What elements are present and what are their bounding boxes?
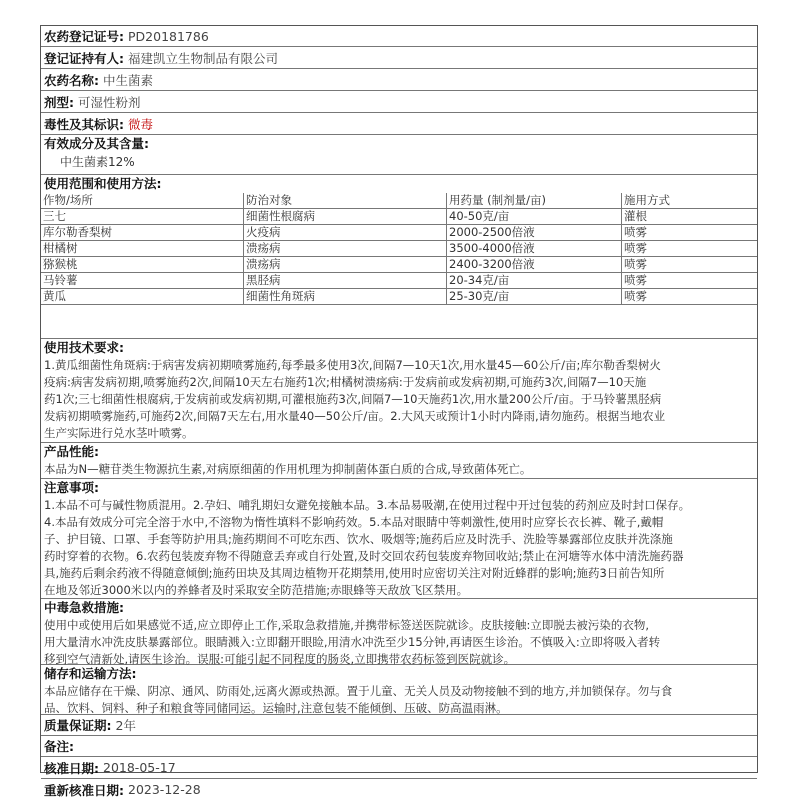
firstaid-line: 移到空气清新处,请医生诊治。误服:可能引起不同程度的肠炎,立即携带农药标签到医院就诊。 (44, 652, 516, 666)
name-label: 农药名称: (44, 72, 99, 88)
table-row (41, 241, 757, 257)
table-row (41, 257, 757, 273)
name-value: 中生菌素 (103, 72, 154, 88)
tech-line: 发病初期喷雾施药,可施药2次,间隔7天左右,用水量40—50公斤/亩。2.大风天或预计1小时内降雨,请勿施药。根据当地农业 (44, 409, 666, 423)
ingredient-value: 中生菌素12% (60, 155, 135, 169)
table-row (41, 289, 757, 305)
holder-label: 登记证持有人: (44, 50, 124, 66)
ingredient-row (41, 135, 757, 175)
remarks-row (41, 736, 757, 757)
header-method: 施用方式 (622, 193, 758, 209)
cell-method: 灌根 (622, 209, 758, 225)
approval-date-value: 2018-05-17 (103, 760, 176, 775)
notes-line: 具,施药后剩余药液不得随意倾倒;施药田块及其周边植物开花期禁用,使用时应密切关注对附近蜂群的影响;施药3日前告知所 (44, 566, 665, 580)
toxicity-row (41, 113, 757, 135)
ingredient-label: 有效成分及其含量: (44, 136, 149, 151)
storage-label: 储存和运输方法: (44, 666, 137, 681)
tech-section (41, 339, 757, 443)
firstaid-section (41, 599, 757, 665)
formulation-value: 可湿性粉剂 (78, 94, 141, 110)
cell-method: 喷雾 (622, 273, 758, 289)
holder-row (41, 47, 757, 69)
tech-line: 药1次;三七细菌性根腐病,于发病前或发病初期,可灌根施药3次,间隔7—10天施药1次,用水量200公斤/亩。于马铃薯黑胫病 (44, 392, 662, 406)
reg-no-label: 农药登记证号: (44, 29, 124, 44)
cell-target: 溃疡病 (244, 257, 447, 273)
toxicity-value: 微毒 (128, 116, 154, 132)
usage-table-header (41, 193, 757, 209)
table-row (41, 273, 757, 289)
cell-dosage: 2400-3200倍液 (447, 257, 622, 273)
performance-line: 本品为N—糖苷类生物源抗生素,对病原细菌的作用机理为抑制菌体蛋白质的合成,导致菌体死亡。 (44, 462, 532, 476)
usage-label: 使用范围和使用方法: (44, 176, 162, 191)
notes-section (41, 479, 757, 599)
notes-line: 4.本品有效成分可完全溶于水中,不溶物为惰性填料不影响药效。5.本品对眼睛中等刺激性,使用时应穿长衣长裤、靴子,戴帽 (44, 515, 664, 529)
storage-section (41, 665, 757, 715)
cell-crop: 柑橘树 (41, 241, 244, 257)
storage-line: 品、饮料、饲料、种子和粮食等同储同运。运输时,注意包装不能倾倒、压破、防高温雨淋。 (44, 701, 508, 715)
usage-table (41, 193, 757, 305)
cell-target: 黑胫病 (244, 273, 447, 289)
cell-dosage: 2000-2500倍液 (447, 225, 622, 241)
cell-target: 细菌性角斑病 (244, 289, 447, 305)
reg-no-value: PD20181786 (128, 28, 209, 44)
header-target: 防治对象 (244, 193, 447, 209)
cell-crop: 黄瓜 (41, 289, 244, 305)
cell-crop: 库尔勒香梨树 (41, 225, 244, 241)
name-row (41, 69, 757, 91)
cell-method: 喷雾 (622, 241, 758, 257)
approval-date-label: 核准日期: (44, 760, 99, 776)
performance-section (41, 443, 757, 479)
cell-crop: 猕猴桃 (41, 257, 244, 273)
toxicity-label: 毒性及其标识: (44, 116, 124, 132)
cell-crop: 三七 (41, 209, 244, 225)
header-crop: 作物/场所 (41, 193, 244, 209)
table-row (41, 209, 757, 225)
header-dosage: 用药量 (制剂量/亩) (447, 193, 622, 209)
tech-line: 生产实际进行兑水茎叶喷雾。 (44, 426, 194, 440)
shelf-life-label: 质量保证期: (44, 718, 112, 733)
pesticide-registration-sheet (40, 25, 758, 798)
cell-method: 喷雾 (622, 225, 758, 241)
cell-dosage: 25-30克/亩 (447, 289, 622, 305)
notes-line: 药时穿着的衣物。6.农药包装废弃物不得随意丢弃或自行处置,及时交回农药包装废弃物回收站;禁止在河塘等水体中清洗施药器 (44, 549, 684, 563)
shelf-life-row (41, 715, 757, 736)
tech-line: 1.黄瓜细菌性角斑病:于病害发病初期喷雾施药,每季最多使用3次,间隔7—10天1次,用水量45—60公斤/亩;库尔勒香梨树火 (44, 358, 661, 372)
formulation-row (41, 91, 757, 113)
notes-line: 子、护目镜、口罩、手套等防护用具;施药期间不可吃东西、饮水、吸烟等;施药后应及时洗手、洗脸等暴露部位皮肤并洗涤施 (44, 532, 673, 546)
cell-dosage: 20-34克/亩 (447, 273, 622, 289)
cell-target: 细菌性根腐病 (244, 209, 447, 225)
cell-target: 火疫病 (244, 225, 447, 241)
reg-no-row (41, 26, 757, 47)
reapproval-date-label: 重新核准日期: (44, 782, 124, 798)
performance-label: 产品性能: (44, 444, 99, 459)
notes-line: 在地及邻近3000米以内的养蜂者及时采取安全防范措施;赤眼蜂等天敌放飞区禁用。 (44, 583, 469, 597)
firstaid-line: 使用中或使用后如果感觉不适,应立即停止工作,采取急救措施,并携带标签送医院就诊。皮肤接触:立即脱去被污染的衣物, (44, 618, 649, 632)
storage-line: 本品应储存在干燥、阴凉、通风、防雨处,远离火源或热源。置于儿童、无关人员及动物接触不到的地方,并加锁保存。勿与食 (44, 684, 673, 698)
tech-line: 疫病:病害发病初期,喷雾施药2次,间隔10天左右施药1次;柑橘树溃疡病:于发病前或发病初期,可施药3次,间隔7—10天施 (44, 375, 647, 389)
firstaid-line: 用大量清水冲洗皮肤暴露部位。眼睛溅入:立即翻开眼睑,用清水冲洗至少15分钟,再请医生诊治。不慎吸入:立即将吸入者转 (44, 635, 661, 649)
firstaid-label: 中毒急救措施: (44, 600, 124, 615)
usage-section (41, 175, 757, 339)
remarks-label: 备注: (44, 739, 74, 754)
cell-target: 溃疡病 (244, 241, 447, 257)
table-row (41, 225, 757, 241)
notes-label: 注意事项: (44, 480, 99, 495)
shelf-life-value: 2年 (115, 718, 136, 733)
tech-label: 使用技术要求: (44, 340, 124, 355)
reapproval-date-row (41, 779, 757, 800)
cell-dosage: 3500-4000倍液 (447, 241, 622, 257)
cell-crop: 马铃薯 (41, 273, 244, 289)
approval-date-row (41, 757, 757, 779)
cell-dosage: 40-50克/亩 (447, 209, 622, 225)
cell-method: 喷雾 (622, 257, 758, 273)
notes-line: 1.本品不可与碱性物质混用。2.孕妇、哺乳期妇女避免接触本品。3.本品易吸潮,在使用过程中开过包装的药剂应及时封口保存。 (44, 498, 691, 512)
reapproval-date-value: 2023-12-28 (128, 782, 201, 797)
formulation-label: 剂型: (44, 94, 74, 110)
cell-method: 喷雾 (622, 289, 758, 305)
holder-value: 福建凯立生物制品有限公司 (128, 50, 279, 66)
